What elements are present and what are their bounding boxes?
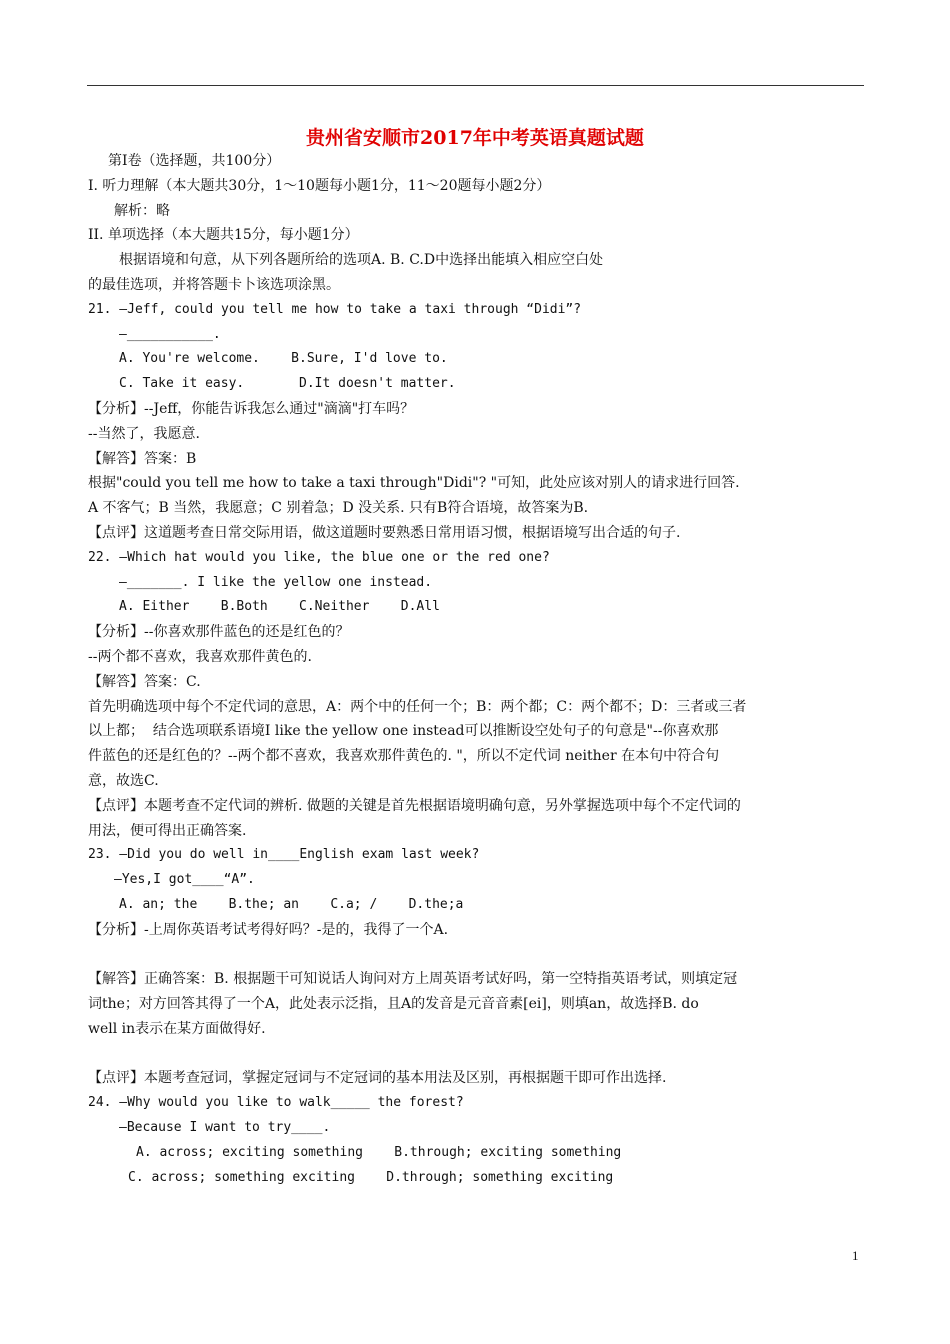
- text-line: 【点评】本题考查冠词，掌握定冠词与不定冠词的基本用法及区别，再根据题干即可作出选择.: [88, 1070, 667, 1087]
- text-line: 【点评】这道题考查日常交际用语，做这道题时要熟悉日常用语习惯，根据语境写出合适的句子.: [88, 524, 681, 541]
- text-line: --当然了，我愿意.: [88, 425, 200, 442]
- text-line: 的最佳选项，并将答题卡卜该选项涂黑。: [88, 276, 340, 293]
- blank-line: [88, 1042, 864, 1067]
- header-rule: [87, 85, 864, 86]
- text-line: A. across; exciting something B.through; exciting something: [136, 1144, 622, 1160]
- text-line: C. Take it easy. D.It doesn't matter.: [119, 376, 456, 392]
- text-line: 【分析】--你喜欢那件蓝色的还是红色的？: [88, 624, 350, 641]
- text-line: 意，故选C.: [88, 772, 159, 789]
- text-line: C. across; something exciting D.through; something exciting: [128, 1169, 614, 1185]
- text-line: —_______. I like the yellow one instead.: [119, 574, 433, 590]
- text-line: —___________.: [119, 326, 221, 342]
- text-line: 首先明确选项中每个不定代词的意思，A：两个中的任何一个；B：两个都；C：两个都不；D：三者或三者: [88, 698, 747, 715]
- text-line: 【点评】本题考查不定代词的辨析. 做题的关键是首先根据语境明确句意，另外掌握选项中每个不定代词的: [88, 797, 741, 814]
- blank-line: [88, 943, 864, 968]
- text-line: 【解答】答案：C.: [88, 673, 201, 690]
- text-line: 解析：略: [114, 202, 170, 219]
- text-line: A 不客气；B 当然，我愿意；C 别着急；D 没关系. 只有B符合语境，故答案为B.: [88, 500, 589, 517]
- text-line: 用法，便可得出正确答案.: [88, 822, 247, 839]
- text-line: A. Either B.Both C.Neither D.All: [119, 599, 440, 615]
- text-line: 23. —Did you do well in____English exam last week?: [88, 847, 480, 863]
- text-line: I. 听力理解（本大题共30分，1～10题每小题1分，11～20题每小题2分）: [88, 177, 551, 194]
- text-line: —Because I want to try____.: [119, 1120, 331, 1136]
- text-line: 第Ⅰ卷（选择题，共100分）: [108, 153, 281, 169]
- text-line: 【分析】-上周你英语考试考得好吗？-是的，我得了一个A.: [88, 921, 449, 938]
- text-line: --两个都不喜欢，我喜欢那件黄色的.: [88, 648, 312, 665]
- page-number: 1: [852, 1248, 859, 1263]
- document-title: 贵州省安顺市2017年中考英语真题试题: [306, 127, 644, 149]
- text-line: 22. —Which hat would you like, the blue one or the red one?: [88, 549, 550, 565]
- text-line: 【解答】答案：B: [88, 450, 197, 467]
- text-line: —Yes,I got____“A”.: [114, 872, 255, 888]
- text-line: 根据"could you tell me how to take a taxi through"Didi"? "可知，此处应该对别人的请求进行回答.: [88, 475, 740, 492]
- text-line: 21. —Jeff, could you tell me how to take a taxi through “Didi”?: [88, 301, 582, 317]
- text-line: well in表示在某方面做得好.: [88, 1020, 266, 1037]
- text-line: II. 单项选择（本大题共15分，每小题1分）: [88, 227, 359, 244]
- text-line: A. an; the B.the; an C.a; / D.the;a: [119, 896, 464, 912]
- text-line: 根据语境和句意，从下列各题所给的选项A. B. C.D中选择出能填入相应空白处: [119, 252, 604, 269]
- text-line: 24. —Why would you like to walk_____ the forest?: [88, 1095, 464, 1111]
- text-line: A. You're welcome. B.Sure, I'd love to.: [119, 351, 448, 367]
- text-line: 以上都； 结合选项联系语境I like the yellow one instead可以推断设空处句子的句意是"--你喜欢那: [88, 723, 719, 740]
- text-line: 【分析】--Jeff，你能告诉我怎么通过"滴滴"打车吗？: [88, 400, 415, 417]
- text-line: 词the；对方回答其得了一个A，此处表示泛指，且A的发音是元音音素[ei]，则填an，故选择B. do: [88, 996, 699, 1013]
- document-body: [88, 149, 864, 1190]
- text-line: 件蓝色的还是红色的？--两个都不喜欢，我喜欢那件黄色的. "，所以不定代词 neither 在本句中符合句: [88, 748, 720, 765]
- text-line: 【解答】正确答案：B. 根据题干可知说话人询问对方上周英语考试好吗，第一空特指英语考试，则填定冠: [88, 971, 738, 988]
